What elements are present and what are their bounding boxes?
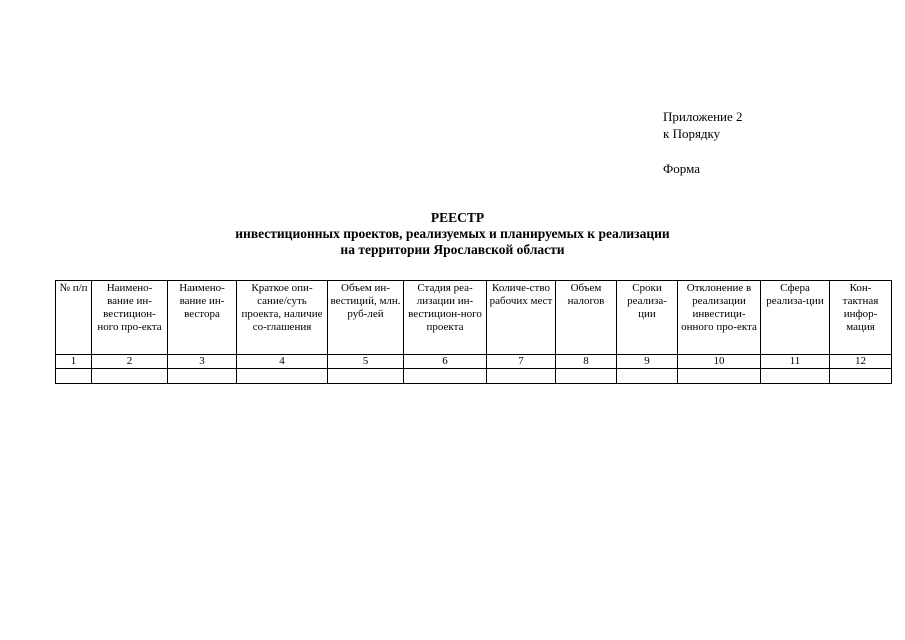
column-number-cell: 4 — [237, 355, 328, 369]
title-line-3: на территории Ярославской области — [340, 242, 565, 257]
empty-cell — [92, 369, 168, 384]
column-number-cell: 8 — [556, 355, 617, 369]
annex-line-3: Форма — [663, 161, 700, 176]
header-cell-number: № п/п — [56, 281, 92, 355]
annex-gap — [663, 142, 743, 160]
header-cell-contacts: Кон-тактная инфор-мация — [830, 281, 892, 355]
header-cell-terms: Сроки реализа-ции — [617, 281, 678, 355]
annex-block — [663, 108, 743, 177]
column-number-row — [56, 355, 892, 369]
column-number-cell: 11 — [761, 355, 830, 369]
column-number-cell: 2 — [92, 355, 168, 369]
column-number-cell: 7 — [487, 355, 556, 369]
document-title — [0, 210, 905, 258]
empty-cell — [617, 369, 678, 384]
title-line-2: инвестиционных проектов, реализуемых и планируемых к реализации — [235, 226, 670, 241]
column-number-cell: 10 — [678, 355, 761, 369]
header-cell-project-name: Наимено-вание ин-вестицион-ного про-екта — [92, 281, 168, 355]
header-cell-investment-volume: Объем ин-вестиций, млн. руб-лей — [328, 281, 404, 355]
empty-cell — [404, 369, 487, 384]
empty-cell — [237, 369, 328, 384]
header-cell-taxes: Объем налогов — [556, 281, 617, 355]
header-cell-sphere: Сфера реализа-ции — [761, 281, 830, 355]
header-cell-jobs: Количе-ство рабочих мест — [487, 281, 556, 355]
header-row — [56, 281, 892, 355]
registry-table — [55, 280, 892, 384]
empty-cell — [487, 369, 556, 384]
empty-cell — [168, 369, 237, 384]
column-number-cell: 6 — [404, 355, 487, 369]
empty-cell — [678, 369, 761, 384]
empty-cell — [56, 369, 92, 384]
header-cell-stage: Стадия реа-лизации ин-вестицион-ного проекта — [404, 281, 487, 355]
header-cell-description: Краткое опи-сание/суть проекта, наличие со-глашения — [237, 281, 328, 355]
empty-cell — [328, 369, 404, 384]
header-cell-deviation: Отклонение в реализации инвестици-онного про-екта — [678, 281, 761, 355]
header-cell-investor-name: Наимено-вание ин-вестора — [168, 281, 237, 355]
column-number-cell: 5 — [328, 355, 404, 369]
empty-cell — [830, 369, 892, 384]
column-number-cell: 1 — [56, 355, 92, 369]
empty-cell — [761, 369, 830, 384]
annex-line-1: Приложение 2 — [663, 109, 743, 124]
empty-data-row — [56, 369, 892, 384]
column-number-cell: 9 — [617, 355, 678, 369]
empty-cell — [556, 369, 617, 384]
column-number-cell: 12 — [830, 355, 892, 369]
title-line-1: РЕЕСТР — [430, 210, 485, 225]
column-number-cell: 3 — [168, 355, 237, 369]
annex-line-2: к Порядку — [663, 126, 721, 141]
